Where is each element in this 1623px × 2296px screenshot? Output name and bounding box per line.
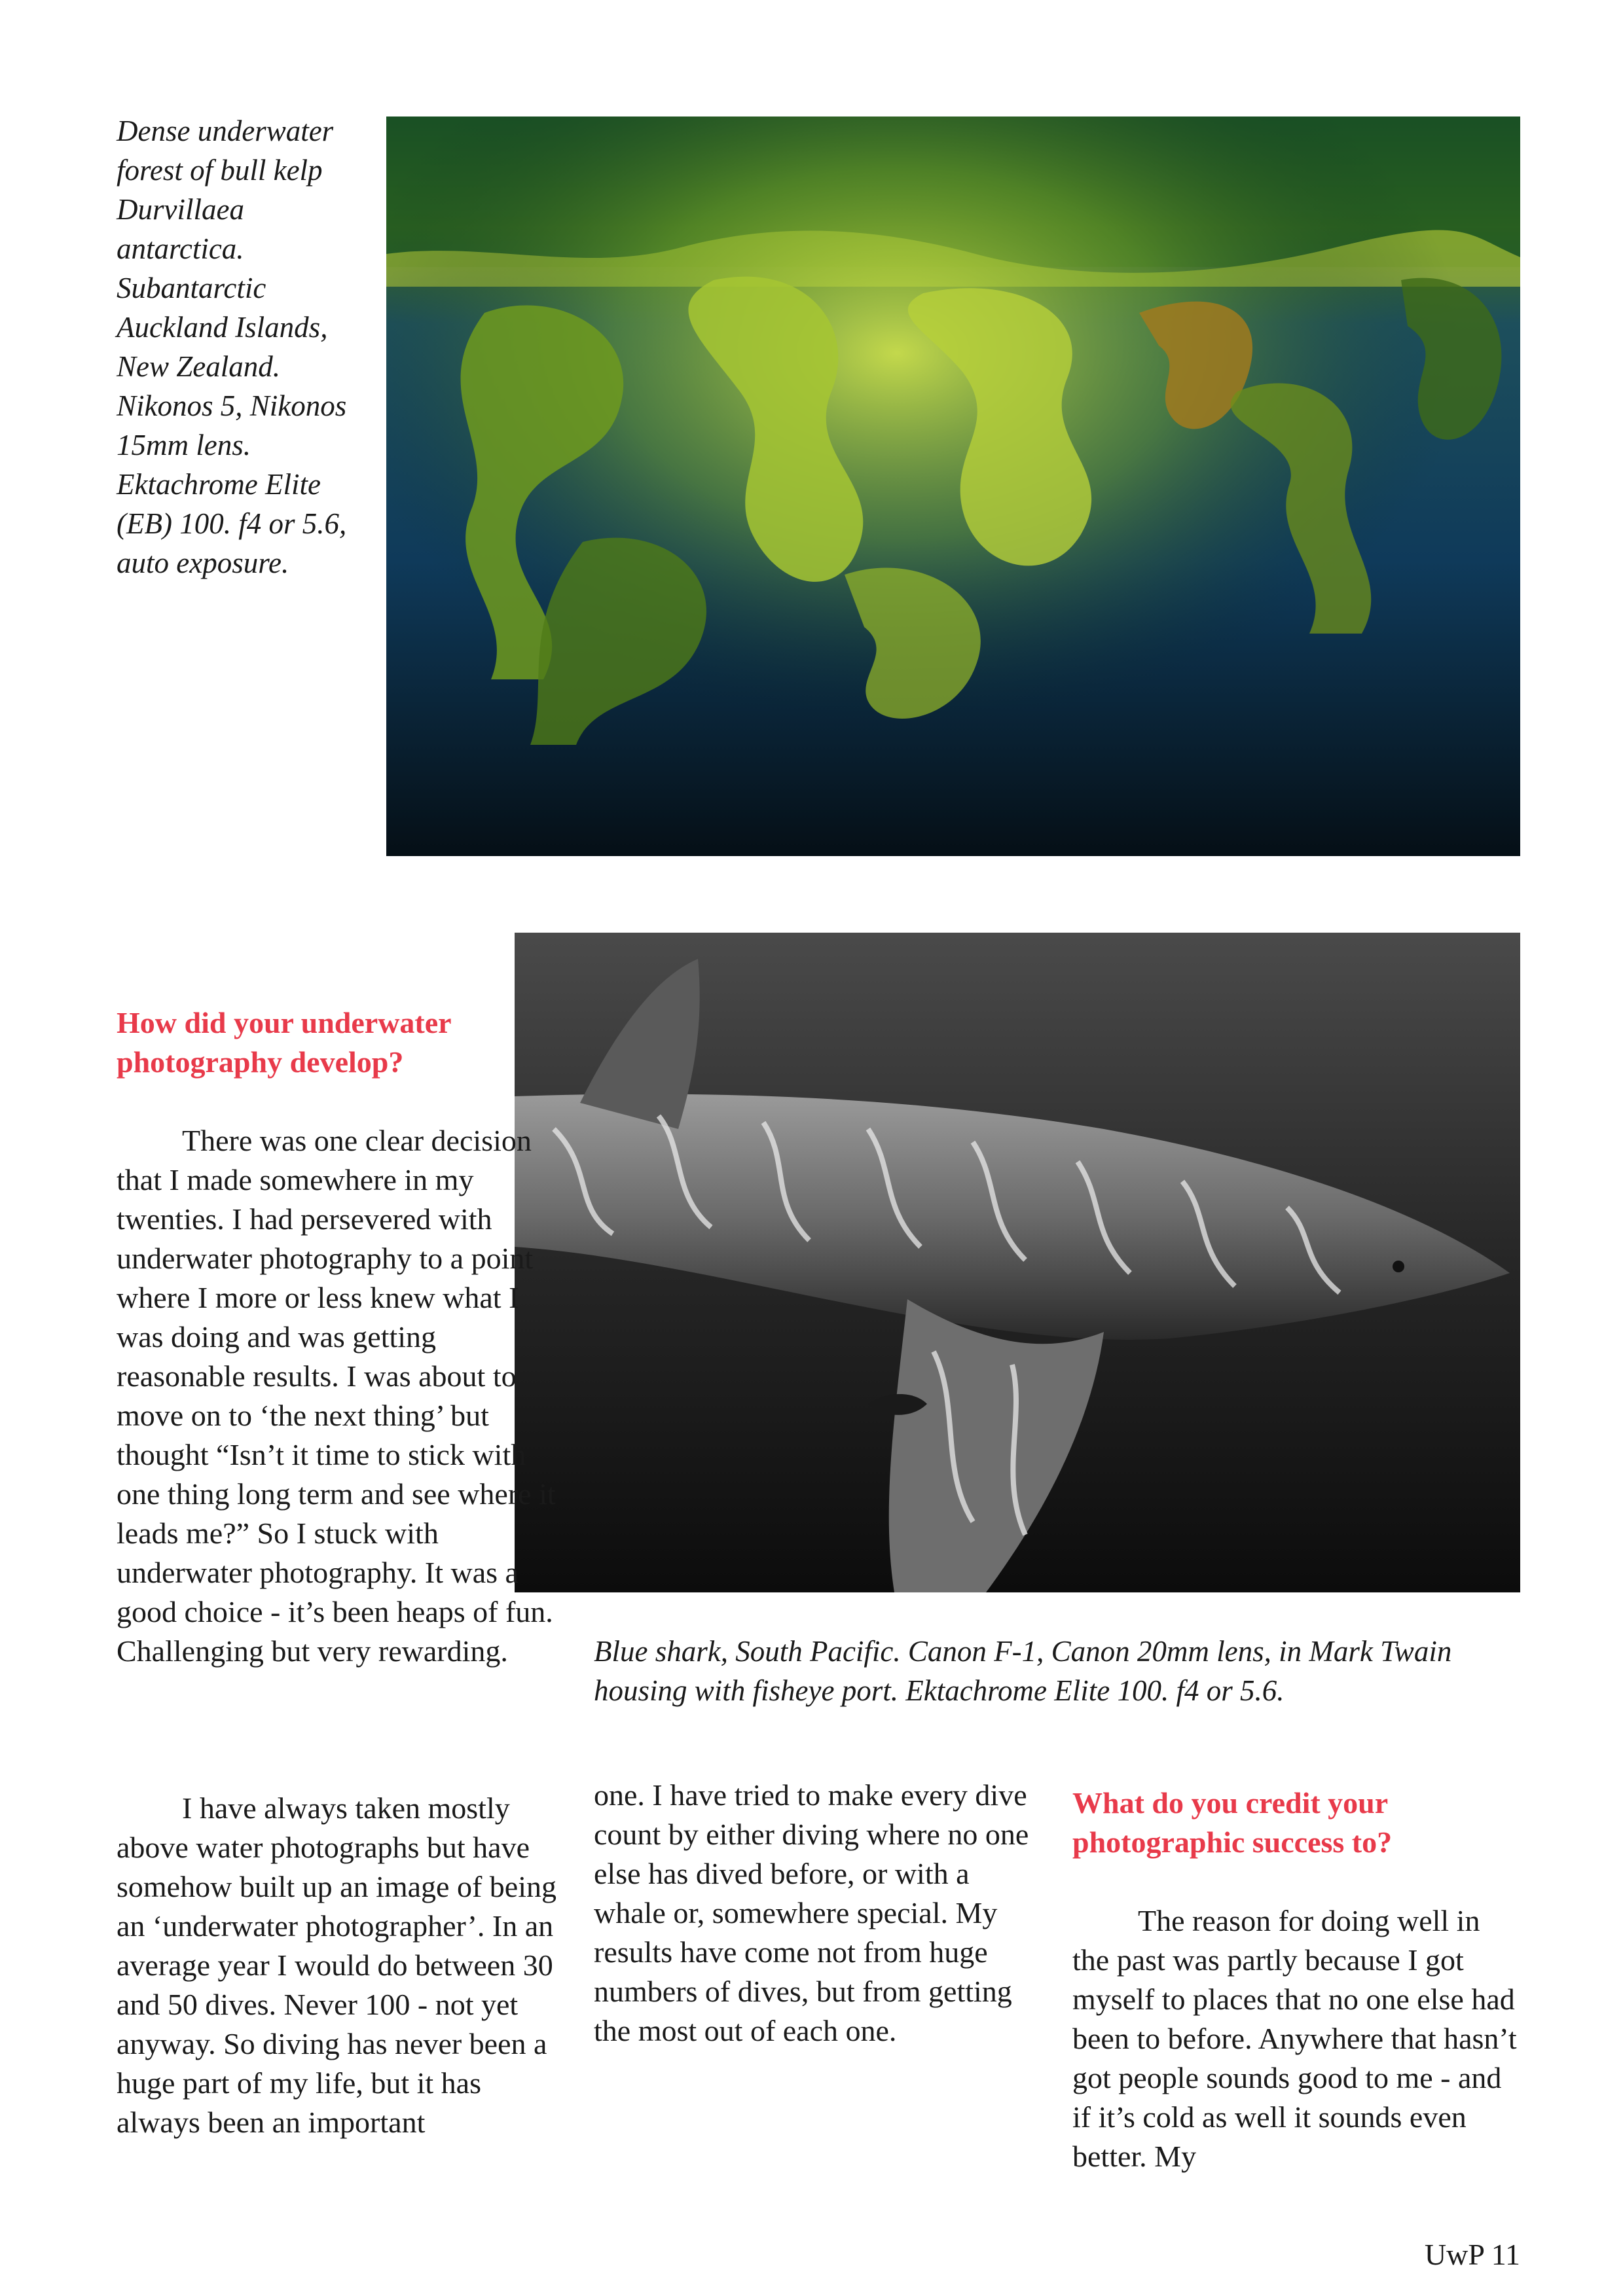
kelp-photo-caption: Dense underwater forest of bull kelp Durvillaea antarctica. Subantarctic Auckland Islands, New Zealand. Nikonos 5, Nikonos 15mm lens. Ektachrome Elite (EB) 100. f4 or 5.6, auto exposure. [117,115,347,579]
page-number: UwP 11 [1424,2238,1520,2271]
blue-shark-photo [515,933,1520,1592]
answer-paragraph-continued: one. I have tried to make every dive count by either diving where no one else has dived before, or with a whale or, somewhere special. My results have come not from huge numbers of dives, but from getting the most out of each one. [594,1778,1029,2047]
kelp-forest-photo [386,117,1520,856]
answer-paragraph: The reason for doing well in the past was partly because I got myself to places that no one else had been to before. Anywhere that hasn’t got people sounds good to me - and if it’s cold as well it sounds even better. My [1072,1904,1517,2173]
answer-paragraph: There was one clear decision that I made somewhere in my twenties. I had persevered with underwater photography to a point where I more or less knew what I was doing and was getting reasonable results. I was about to move on to ‘the next thing’ but thought “Isn’t it time to stick with one thing long term and see where it leads me?” So I stuck with underwater photography. It was a good choice - it’s been heaps of fun. Challenging but very rewarding. [117,1124,556,1668]
shark-photo-caption: Blue shark, South Pacific. Canon F-1, Canon 20mm lens, in Mark Twain housing with fisheye port. Ektachrome Elite 100. f4 or 5.6. [594,1635,1452,1707]
answer-paragraph: I have always taken mostly above water photographs but have somehow built up an image of being an ‘underwater photographer’. In an average year I would do between 30 and 50 dives. Never 100 - not yet anyway. So diving has never been a huge part of my life, but it has always been an important [117,1791,556,2139]
question-heading: How did your underwater photography develop? [117,1006,451,1079]
question-heading: What do you credit your photographic success to? [1072,1786,1393,1859]
